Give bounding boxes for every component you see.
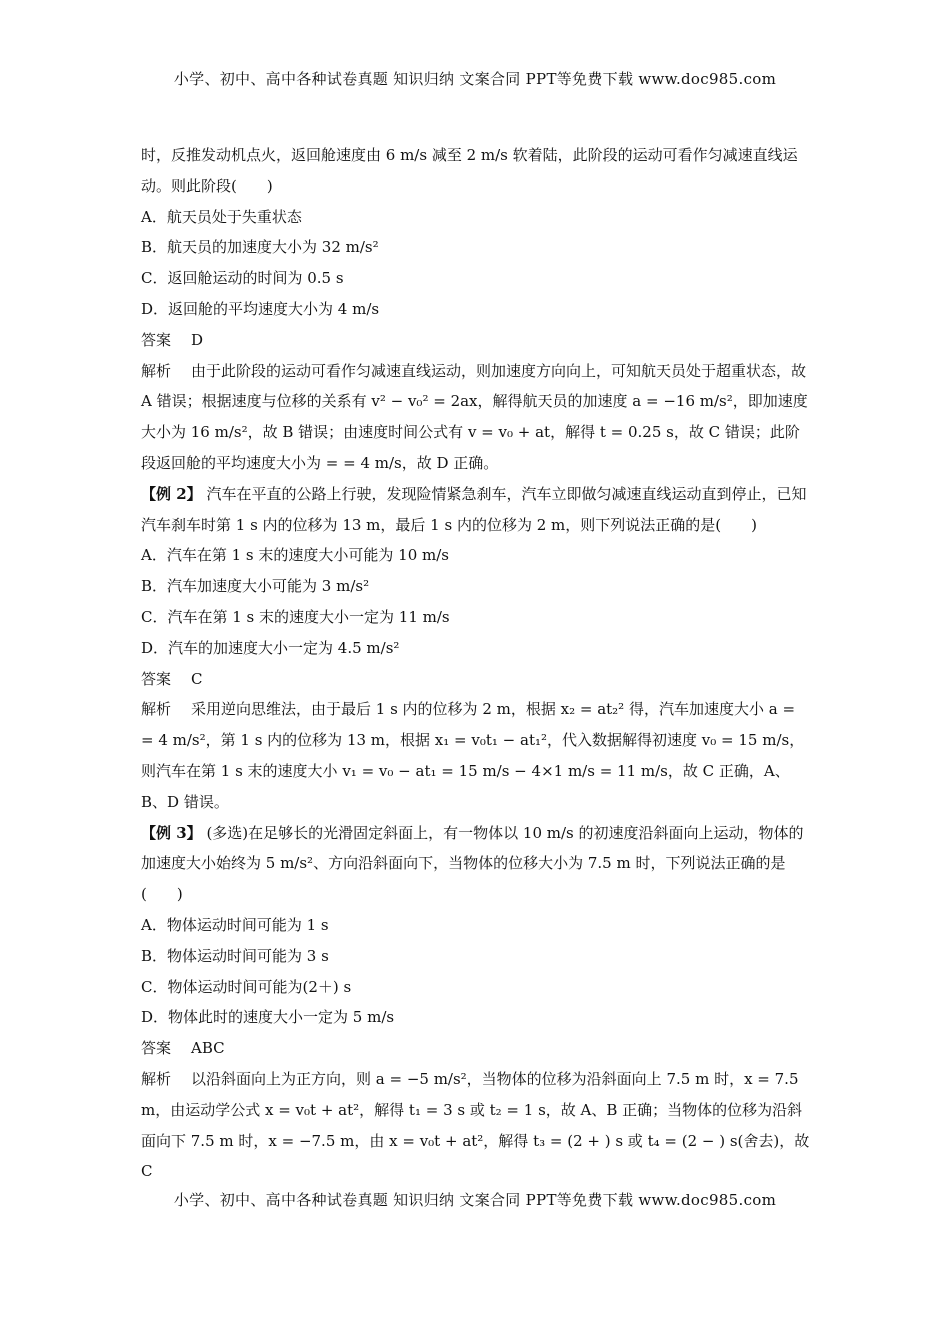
q1-analysis-label: 解析 [141, 361, 172, 380]
q2-option-c: C．汽车在第 1 s 末的速度大小一定为 11 m/s [141, 607, 450, 626]
q3-stem-text: (多选)在足够长的光滑固定斜面上，有一物体以 10 m/s 的初速度沿斜面向上运动，物体的加速度大小始终为 5 m/s²、方向沿斜面向下，当物体的位移大小为 7.5 m 时，下列说法正确的是( ) [141, 823, 804, 904]
q2-stem-text: 汽车在平直的公路上行驶，发现险情紧急刹车，汽车立即做匀减速直线运动直到停止，已知汽车刹车时第 1 s 内的位移为 13 m，最后 1 s 内的位移为 2 m，则下列说法正确的是( ) [141, 484, 807, 534]
q2-analysis-text: 采用逆向思维法，由于最后 1 s 内的位移为 2 m，根据 x₂ = at₂² 得，汽车加速度大小 a = = 4 m/s²，第 1 s 内的位移为 13 m，根据 x₁ = v₀t₁ − at₁²，代入数据解得初速度 v₀ = 15 m/s，则汽车在第 1 s 末的速度大小 v₁ = v₀ − at₁ = 15 m/s − 4×1 m/s = 11 m/s，故 C 正确，A、B、D 错误。 [141, 700, 805, 811]
q2-analysis-label: 解析 [141, 700, 172, 719]
q1-option-d: D．返回舱的平均速度大小为 4 m/s [141, 299, 380, 318]
q3-tag: 【例 3】 [141, 823, 202, 842]
q3-stem [141, 818, 811, 910]
q3-answer [141, 1033, 811, 1064]
q3-answer-value: ABC [191, 1039, 225, 1058]
q2-answer [141, 664, 811, 695]
q3-option-a: A．物体运动时间可能为 1 s [141, 915, 329, 934]
q1-option-a: A．航天员处于失重状态 [141, 207, 302, 226]
q1-option-c: C．返回舱运动的时间为 0.5 s [141, 269, 344, 288]
q1-answer [141, 325, 811, 356]
q2-answer-label: 答案 [141, 669, 172, 688]
q1-analysis [141, 356, 811, 479]
q3-analysis [141, 1064, 811, 1187]
q3-option-c: C．物体运动时间可能为(2＋) s [141, 977, 352, 996]
q3-option-d: D．物体此时的速度大小一定为 5 m/s [141, 1008, 395, 1027]
q3-answer-label: 答案 [141, 1039, 172, 1058]
q1-option-b: B．航天员的加速度大小为 32 m/s² [141, 238, 379, 257]
q1-answer-label: 答案 [141, 330, 172, 349]
q2-option-d: D．汽车的加速度大小一定为 4.5 m/s² [141, 638, 400, 657]
page-content [141, 140, 811, 1187]
q3-analysis-label: 解析 [141, 1069, 172, 1088]
q1-analysis-text: 由于此阶段的运动可看作匀减速直线运动，则加速度方向向上，可知航天员处于超重状态，故 A 错误；根据速度与位移的关系有 v² − v₀² = 2ax，解得航天员的加速度 a = −16 m/s²，即加速度大小为 16 m/s²，故 B 错误；由速度时间公式有 v = v₀ + at，解得 t = 0.25 s，故 C 错误；此阶段返回舱的平均速度大小为 = = 4 m/s，故 D 正确。 [141, 361, 808, 472]
q1-stem: 时，反推发动机点火，返回舱速度由 6 m/s 减至 2 m/s 软着陆，此阶段的运动可看作匀减速直线运动。则此阶段( ) [141, 146, 798, 195]
q1-answer-value: D [191, 330, 204, 349]
q3-option-b: B．物体运动时间可能为 3 s [141, 946, 329, 965]
page-header: 小学、初中、高中各种试卷真题 知识归纳 文案合同 PPT等免费下载 www.doc985.com [173, 70, 777, 88]
q2-tag: 【例 2】 [141, 484, 202, 503]
q2-analysis [141, 694, 811, 817]
q2-stem [141, 479, 811, 541]
page-footer: 小学、初中、高中各种试卷真题 知识归纳 文案合同 PPT等免费下载 www.doc985.com [173, 1191, 777, 1209]
q3-analysis-text: 以沿斜面向上为正方向，则 a = −5 m/s²，当物体的位移为沿斜面向上 7.5 m 时，x = 7.5 m，由运动学公式 x = v₀t + at²，解得 t₁ = 3 s 或 t₂ = 1 s，故 A、B 正确；当物体的位移为沿斜面向下 7.5 m 时，x = −7.5 m，由 x = v₀t + at²，解得 t₃ = (2 + ) s 或 t₄ = (2 − ) s(舍去)，故 C [141, 1069, 810, 1181]
q2-option-a: A．汽车在第 1 s 末的速度大小可能为 10 m/s [141, 546, 449, 565]
q2-answer-value: C [191, 669, 203, 688]
q2-option-b: B．汽车加速度大小可能为 3 m/s² [141, 577, 370, 596]
